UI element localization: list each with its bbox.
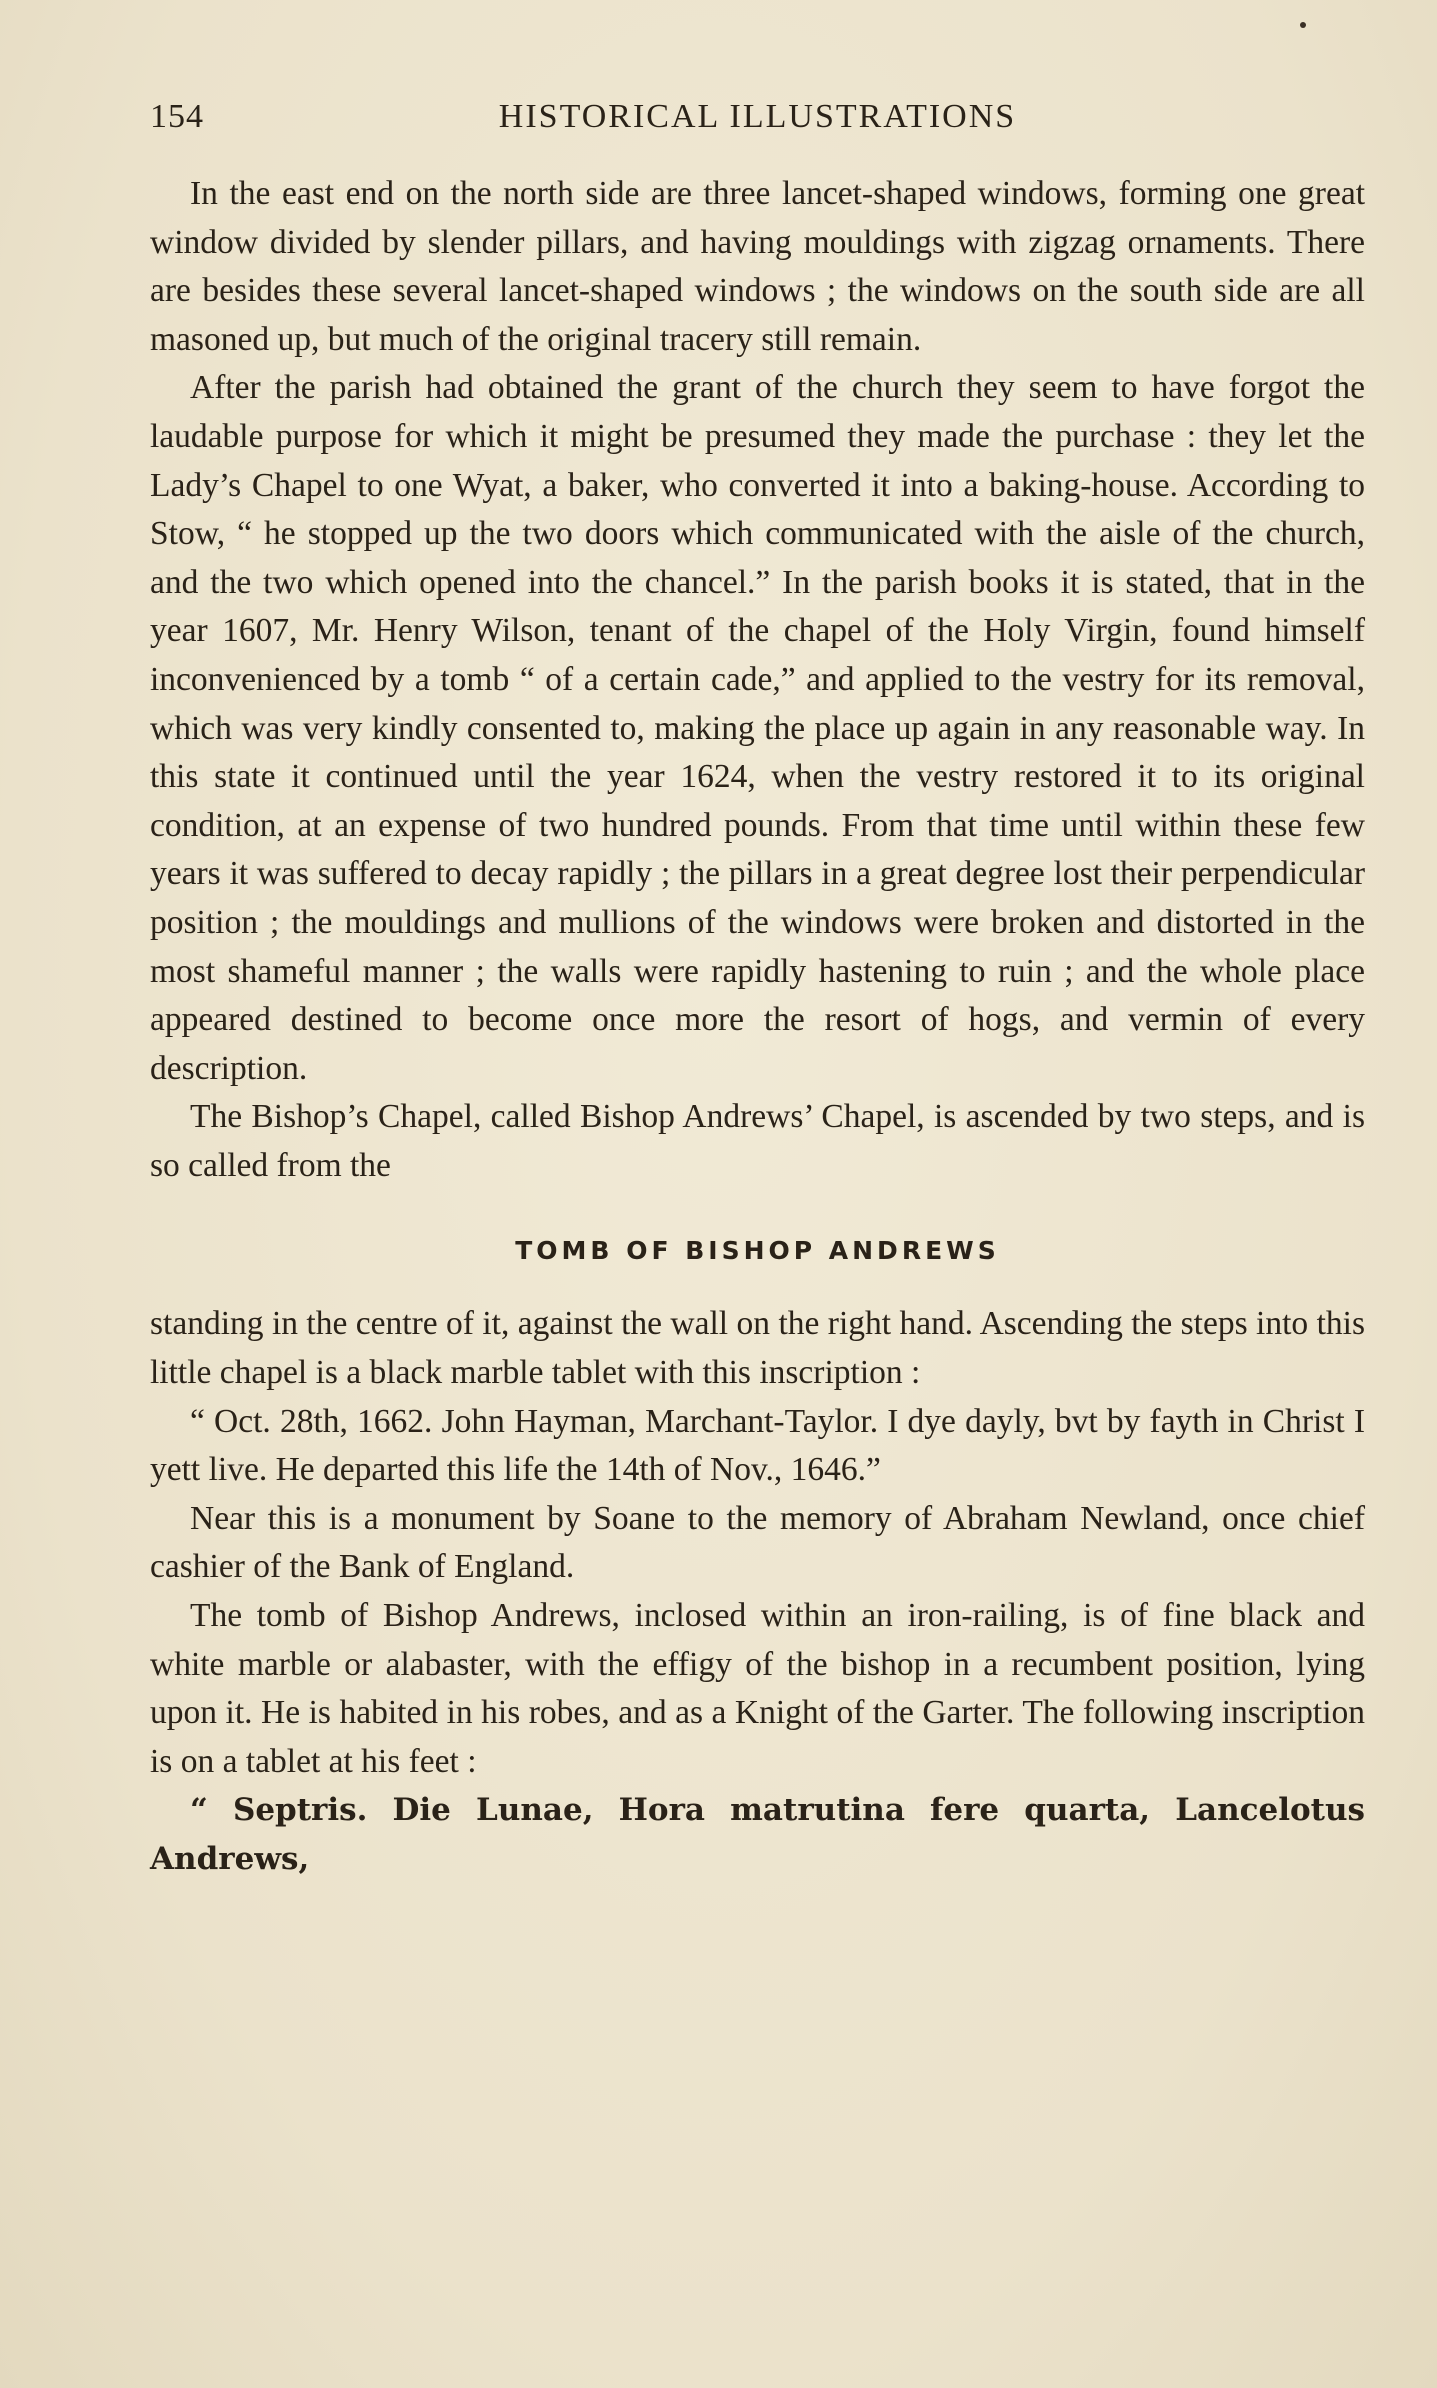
body-text <box>150 170 1365 1884</box>
paragraph-hayman-inscription: “ Oct. 28th, 1662. John Hayman, Marchant-Taylor. I dye dayly, bvt by fayth in Christ I yett live. He departed this life the 14th of Nov., 1646.” <box>150 1402 1365 1489</box>
running-title: HISTORICAL ILLUSTRATIONS <box>498 98 1017 135</box>
latin-inscription-line: “ Septris. Die Lunae, Hora matrutina fere quarta, Lancelotus Andrews, <box>150 1792 1365 1877</box>
paragraph-parish-grant: After the parish had obtained the grant of the church they seem to have forgot the laudable purpose for which it might be presumed they made the purchase : they let the Lady’s Chapel to one Wyat, a baker, who converted it into a baking-house. According to Stow, “ he stopped up the two doors which communicated with the aisle of the church, and the two which opened into the chancel.” In the parish books it is stated, that in the year 1607, Mr. Henry Wilson, tenant of the chapel of the Holy Virgin, found himself inconvenienced by a tomb “ of a certain cade,” and applied to the vestry for its removal, which was very kindly consented to, making the place up again in any reasonable way. In this state it continued until the year 1624, when the vestry restored it to its original condition, at an expense of two hundred pounds. From that time until within these few years it was suffered to decay rapidly ; the pillars in a great degree lost their perpendicular position ; the mouldings and mullions of the windows were broken and distorted in the most shameful manner ; the walls were rapidly hastening to ruin ; and the whole place appeared destined to become once more the resort of hogs, and vermin of every description. <box>150 369 1365 1087</box>
paragraph-tomb-description: The tomb of Bishop Andrews, inclosed within an iron-railing, is of fine black and white marble or alabaster, with the effigy of the bishop in a recumbent position, lying upon it. He is habited in his robes, and as a Knight of the Garter. The following inscription is on a tablet at his feet : <box>150 1597 1365 1780</box>
paragraph-standing-in-centre: standing in the centre of it, against the wall on the right hand. Ascending the steps into this little chapel is a black marble tablet with this inscription : <box>150 1305 1365 1392</box>
ink-speck <box>1300 22 1306 28</box>
page-number: 154 <box>150 98 204 135</box>
page-header <box>150 98 1365 148</box>
paragraph-east-end-windows: In the east end on the north side are three lancet-shaped windows, forming one great window divided by slender pillars, and having mouldings with zigzag ornaments. There are besides these several lancet-shaped windows ; the windows on the south side are all masoned up, but much of the original tracery still remain. <box>150 175 1365 358</box>
section-heading: TOMB OF BISHOP ANDREWS <box>515 1236 1000 1266</box>
paragraph-bishops-chapel: The Bishop’s Chapel, called Bishop Andrews’ Chapel, is ascended by two steps, and is so called from the <box>150 1098 1365 1184</box>
paragraph-newland-monument: Near this is a monument by Soane to the memory of Abraham Newland, once chief cashier of the Bank of England. <box>150 1499 1365 1586</box>
